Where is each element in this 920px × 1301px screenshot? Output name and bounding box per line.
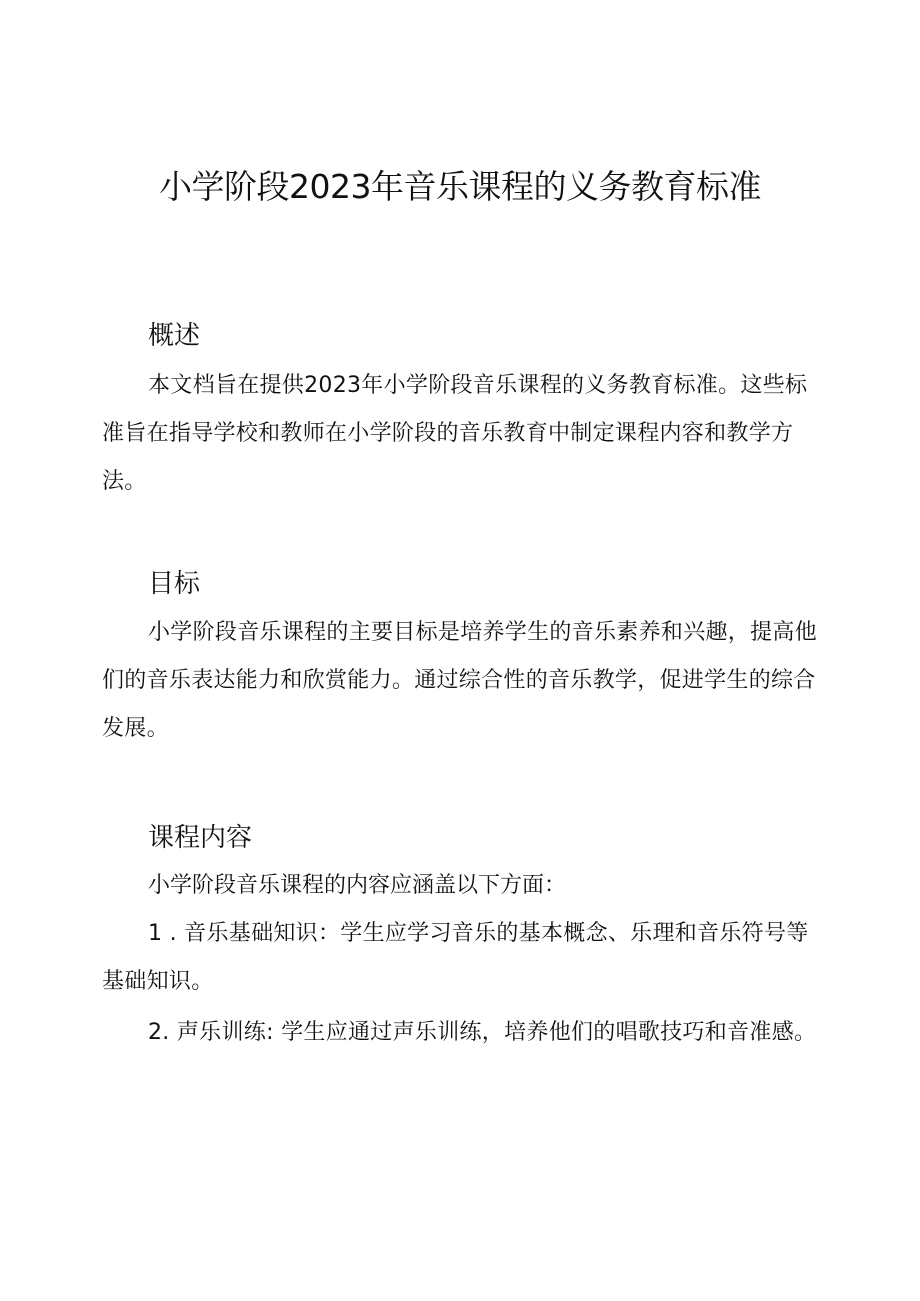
section-heading-content: 课程内容: [148, 823, 253, 853]
document-title: 小学阶段2023年音乐课程的义务教育标准: [159, 167, 761, 206]
section-paragraph-goals: 小学阶段音乐课程的主要目标是培养学生的音乐素养和兴趣，提高他们的音乐表达能力和欣赏能力。通过综合性的音乐教学，促进学生的综合发展。: [102, 620, 818, 741]
content-item: 2. 声乐训练: 学生应通过声乐训练，培养他们的唱歌技巧和音准感。: [148, 1020, 817, 1045]
section-paragraph-overview: 本文档旨在提供2023年小学阶段音乐课程的义务教育标准。这些标准旨在指导学校和教师在小学阶段的音乐教育中制定课程内容和教学方法。: [102, 373, 808, 494]
section-heading-overview: 概述: [148, 321, 201, 351]
section-heading-goals: 目标: [148, 569, 201, 599]
content-intro: 小学阶段音乐课程的内容应涵盖以下方面：: [148, 873, 567, 898]
content-item: 1 . 音乐基础知识：学生应学习音乐的基本概念、乐理和音乐符号等基础知识。: [102, 921, 809, 994]
